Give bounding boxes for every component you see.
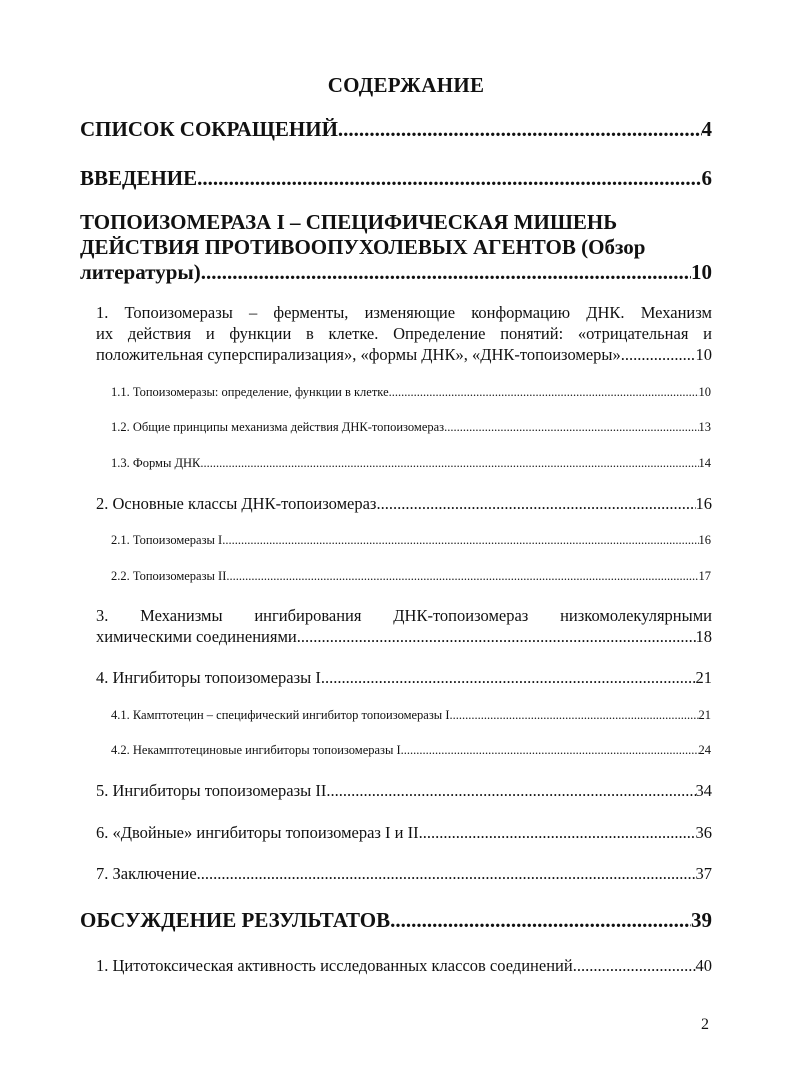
toc-entry-title: 2.1. Топоизомеразы I. xyxy=(111,533,226,547)
toc-entry-section-1[interactable] xyxy=(96,302,712,365)
leader-dots xyxy=(204,455,699,471)
toc-page-number: 34 xyxy=(695,781,712,800)
toc-page-number: 16 xyxy=(698,533,711,547)
toc-entry-title: 6. «Двойные» ингибиторы топоизомераз I и II. xyxy=(96,823,423,842)
toc-page-number: 36 xyxy=(695,823,712,842)
leader-dots xyxy=(201,260,691,285)
leader-dots xyxy=(225,532,698,548)
toc-entry-heading-line: ДЕЙСТВИЯ ПРОТИВООПУХОЛЕВЫХ АГЕНТОВ (Обзор xyxy=(80,235,646,259)
toc-entry-title: 4. Ингибиторы топоизомеразы I. xyxy=(96,668,325,687)
toc-entry-section-6[interactable] xyxy=(96,822,712,843)
toc-entry-title: литературы) xyxy=(80,260,201,284)
toc-entry-title: 1.3. Формы ДНК. xyxy=(111,456,204,470)
toc-entry-literature-review[interactable] xyxy=(80,210,712,285)
leader-dots xyxy=(338,117,702,142)
toc-entry-title: СПИСОК СОКРАЩЕНИЙ xyxy=(80,117,338,141)
toc-entry-title: 1. Цитотоксическая активность исследованных классов соединений xyxy=(96,956,573,975)
toc-page-number: 17 xyxy=(698,569,711,583)
toc-page-number: 39 xyxy=(691,908,712,932)
toc-page-number: 13 xyxy=(698,420,711,434)
toc-entry-line: 1. Топоизомеразы – ферменты, изменяющие конформацию ДНК. Механизм xyxy=(96,303,712,322)
toc-entry-section-2-2[interactable] xyxy=(111,568,711,584)
leader-dots xyxy=(423,822,696,843)
toc-page-number: 6 xyxy=(701,166,712,190)
toc-entry-line: 3. Механизмы ингибирования ДНК-топоизомераз низкомолекулярными xyxy=(96,606,712,625)
toc-entry-title: ОБСУЖДЕНИЕ РЕЗУЛЬТАТОВ xyxy=(80,908,391,932)
toc-page-number: 21 xyxy=(695,668,712,687)
toc-page-number: 4 xyxy=(701,117,712,141)
toc-page-number: 37 xyxy=(695,864,712,883)
toc-page-number: 10 xyxy=(698,385,711,399)
toc-entry-line: их действия и функции в клетке. Определение понятий: «отрицательная и xyxy=(96,324,712,343)
toc-page-number: 14 xyxy=(698,456,711,470)
leader-dots xyxy=(301,626,696,647)
toc-entry-section-4-2[interactable] xyxy=(111,742,711,758)
leader-dots xyxy=(201,863,696,884)
toc-entry-section-4-1[interactable] xyxy=(111,707,711,723)
toc-page-number: 18 xyxy=(695,627,712,646)
toc-entry-heading-line: ТОПОИЗОМЕРАЗА I – СПЕЦИФИЧЕСКАЯ МИШЕНЬ xyxy=(80,210,618,234)
toc-entry-section-1-3[interactable] xyxy=(111,455,711,471)
leader-dots xyxy=(392,384,699,400)
toc-entry-title: 2. Основные классы ДНК-топоизомераз. xyxy=(96,494,381,513)
toc-page-number: 10 xyxy=(691,260,712,284)
leader-dots xyxy=(573,955,696,976)
toc-entry-title: положительная суперспирализация», «формы ДНК», «ДНК-топоизомеры» xyxy=(96,345,621,364)
leader-dots xyxy=(197,166,701,191)
leader-dots xyxy=(390,908,691,933)
toc-page-number: 16 xyxy=(695,494,712,513)
toc-entry-introduction[interactable] xyxy=(80,166,712,191)
toc-entry-title: 7. Заключение. xyxy=(96,864,201,883)
page-title: СОДЕРЖАНИЕ xyxy=(327,73,485,97)
page-number: 2 xyxy=(701,1016,709,1033)
leader-dots xyxy=(453,707,699,723)
leader-dots xyxy=(381,493,696,514)
toc-entry-discussion-1[interactable] xyxy=(96,955,712,976)
leader-dots xyxy=(330,780,695,801)
leader-dots xyxy=(447,419,698,435)
toc-entry-title: ВВЕДЕНИЕ xyxy=(80,166,198,190)
toc-entry-title: 1.1. Топоизомеразы: определение, функции в клетке. xyxy=(111,385,392,399)
toc-entry-section-5[interactable] xyxy=(96,780,712,801)
toc-entry-section-1-1[interactable] xyxy=(111,384,711,400)
toc-entry-title: 1.2. Общие принципы механизма действия ДНК-топоизомераз. xyxy=(111,420,448,434)
toc-page-number: 10 xyxy=(695,345,712,364)
toc-page-number: 24 xyxy=(698,743,711,757)
toc-entry-section-2[interactable] xyxy=(96,493,712,514)
toc-entry-section-7[interactable] xyxy=(96,863,712,884)
toc-entry-title: 4.1. Камптотецин – специфический ингибитор топоизомеразы I. xyxy=(111,708,453,722)
leader-dots xyxy=(230,568,699,584)
toc-entry-section-4[interactable] xyxy=(96,667,712,688)
toc-entry-abbreviations[interactable] xyxy=(80,117,712,142)
toc-entry-discussion[interactable] xyxy=(80,908,712,933)
toc-entry-title: 4.2. Некамптотециновые ингибиторы топоизомеразы I. xyxy=(111,743,404,757)
toc-entry-title: 2.2. Топоизомеразы II. xyxy=(111,569,230,583)
toc-entry-section-2-1[interactable] xyxy=(111,532,711,548)
toc-entry-title: химическими соединениями. xyxy=(96,627,301,646)
toc-entry-section-3[interactable] xyxy=(96,605,712,647)
leader-dots xyxy=(325,667,696,688)
toc-page-number: 21 xyxy=(698,708,711,722)
leader-dots xyxy=(621,344,696,365)
toc-page-number: 40 xyxy=(695,956,712,975)
leader-dots xyxy=(404,742,699,758)
toc-entry-section-1-2[interactable] xyxy=(111,419,711,435)
toc-entry-title: 5. Ингибиторы топоизомеразы II. xyxy=(96,781,331,800)
